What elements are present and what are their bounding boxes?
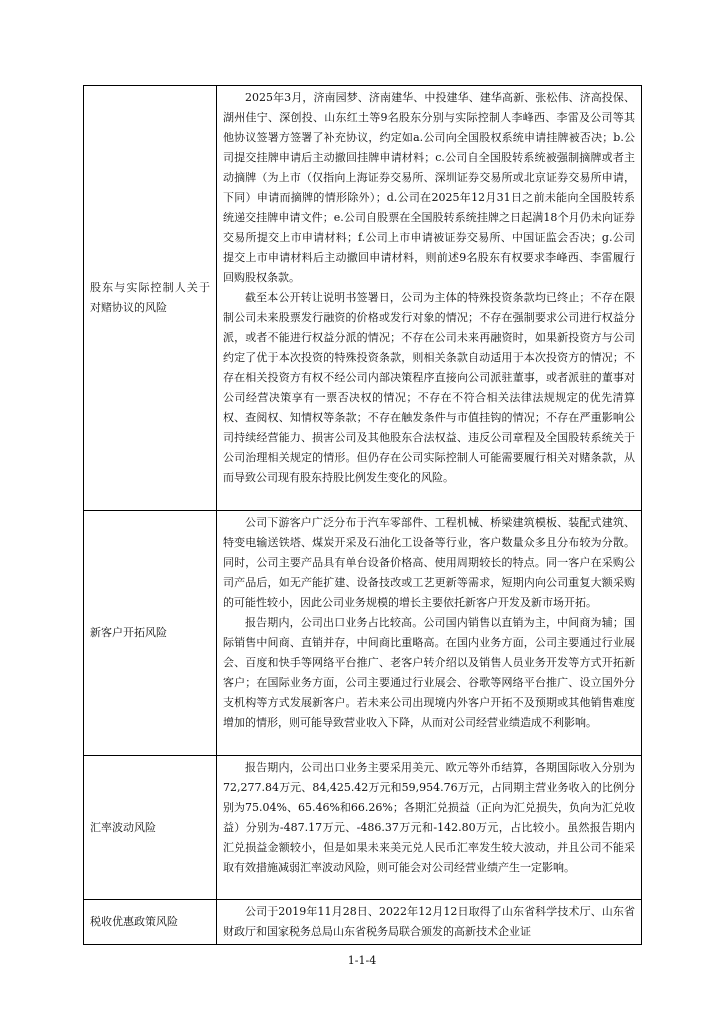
risk-name: 汇率波动风险 [90, 820, 156, 834]
table-row [84, 755, 641, 899]
table-row [84, 899, 641, 944]
risk-description-cell [217, 86, 641, 510]
risk-name: 税收优惠政策风险 [90, 915, 178, 928]
table-row [84, 510, 641, 755]
risk-description-cell [217, 900, 641, 944]
risk-name-cell [84, 86, 217, 510]
risk-table [83, 85, 642, 945]
risk-paragraph: 公司下游客户广泛分布于汽车零部件、工程机械、桥梁建筑模板、装配式建筑、特变电输送铁塔、煤炭开采及石油化工设备等行业，客户数量众多且分布较为分散。同时，公司主要产品具有单台设备价格高、使用周期较长的特点。同一客户在采购公司产品后，如无产能扩建、设备技改或工艺更新等需求，短期内向公司重复大额采购的可能性较小，因此公司业务规模的增长主要依托新客户开发及新市场开拓。 [223, 516, 635, 609]
risk-paragraph: 截至本公开转让说明书签署日，公司为主体的特殊投资条款均已终止；不存在限制公司未来股票发行融资的价格或发行对象的情况；不存在强制要求公司进行权益分派，或者不能进行权益分派的情况；不存在公司未来再融资时，如果新投资方与公司约定了优于本次投资的特殊投资条款，则相关条款自动适用于本次投资方的情况；不存在相关投资方有权不经公司内部决策程序直接向公司派驻董事，或者派驻的董事对公司经营决策享有一票否决权的情况；不存在不符合相关法律法规规定的优先清算权、查阅权、知情权等条款；不存在触发条件与市值挂钩的情况；不存在严重影响公司持续经营能力、损害公司及其他股东合法权益、违反公司章程及全国股转系统关于公司治理相关规定的情形。但仍存在公司实际控制人可能需要履行相关对赌条款，从而导致公司现有股东持股比例发生变化的风险。 [223, 291, 635, 484]
risk-name-cell [84, 900, 217, 944]
risk-name: 新客户开拓风险 [90, 626, 167, 639]
risk-description-cell [217, 511, 641, 755]
page-number: 1-1-4 [347, 954, 377, 967]
table-row [84, 86, 641, 510]
risk-paragraph: 报告期内，公司出口业务主要采用美元、欧元等外币结算，各期国际收入分别为72,277.84万元、84,425.42万元和59,954.76万元，占同期主营业务收入的比例分别为75.04%、65.46%和66.26%；各期汇兑损益（正向为汇兑损失，负向为汇兑收益）分别为-487.17万元、-486.37万元和-142.80万元，占比较小。虽然报告期内汇兑损益金额较小，但是如果未来美元兑人民币汇率发生较大波动，并且公司不能采取有效措施减弱汇率波动风险，则可能会对公司经营业绩产生一定影响。 [223, 761, 635, 874]
risk-paragraph: 公司于2019年11月28日、2022年12月12日取得了山东省科学技术厅、山东省财政厅和国家税务总局山东省税务局联合颁发的高新技术企业证 [223, 905, 635, 938]
risk-name: 股东与实际控制人关于对赌协议的风险 [90, 281, 210, 314]
risk-paragraph: 报告期内，公司出口业务占比较高。公司国内销售以直销为主，中间商为辅；国际销售中间商、直销并存，中间商比重略高。在国内业务方面，公司主要通过行业展会、百度和快手等网络平台推广、老客户转介绍以及销售人员业务开发等方式开拓新客户；在国际业务方面，公司主要通过行业展会、谷歌等网络平台推广、设立国外分支机构等方式发展新客户。若未来公司出现境内外客户开拓不及预期或其他销售难度增加的情形，则可能导致营业收入下降，从而对公司经营业绩造成不利影响。 [223, 616, 635, 729]
risk-paragraph: 2025年3月，济南园梦、济南建华、中投建华、建华高新、张松伟、济高投保、湖州佳宁、深创投、山东红土等9名股东分别与实际控制人李峰西、李雷及公司等其他协议签署方签署了补充协议，约定如a.公司向全国股权系统申请挂牌被否决；b.公司提交挂牌申请后主动撤回挂牌申请材料；c.公司自全国股转系统被强制摘牌或者主动摘牌（为上市（仅指向上海证券交易所、深圳证券交易所或北京证券交易所申请，下同）申请而摘牌的情形除外）；d.公司在2025年12月31日之前未能向全国股转系统递交挂牌申请文件；e.公司自股票在全国股转系统挂牌之日起满18个月仍未向证券交易所提交上市申请材料；f.公司上市申请被证券交易所、中国证监会否决；g.公司提交上市申请材料后主动撤回申请材料，则前述9名股东有权要求李峰西、李雷履行回购股权条款。 [223, 91, 635, 284]
risk-description-cell [217, 756, 641, 899]
risk-name-cell [84, 756, 217, 899]
risk-name-cell [84, 511, 217, 755]
